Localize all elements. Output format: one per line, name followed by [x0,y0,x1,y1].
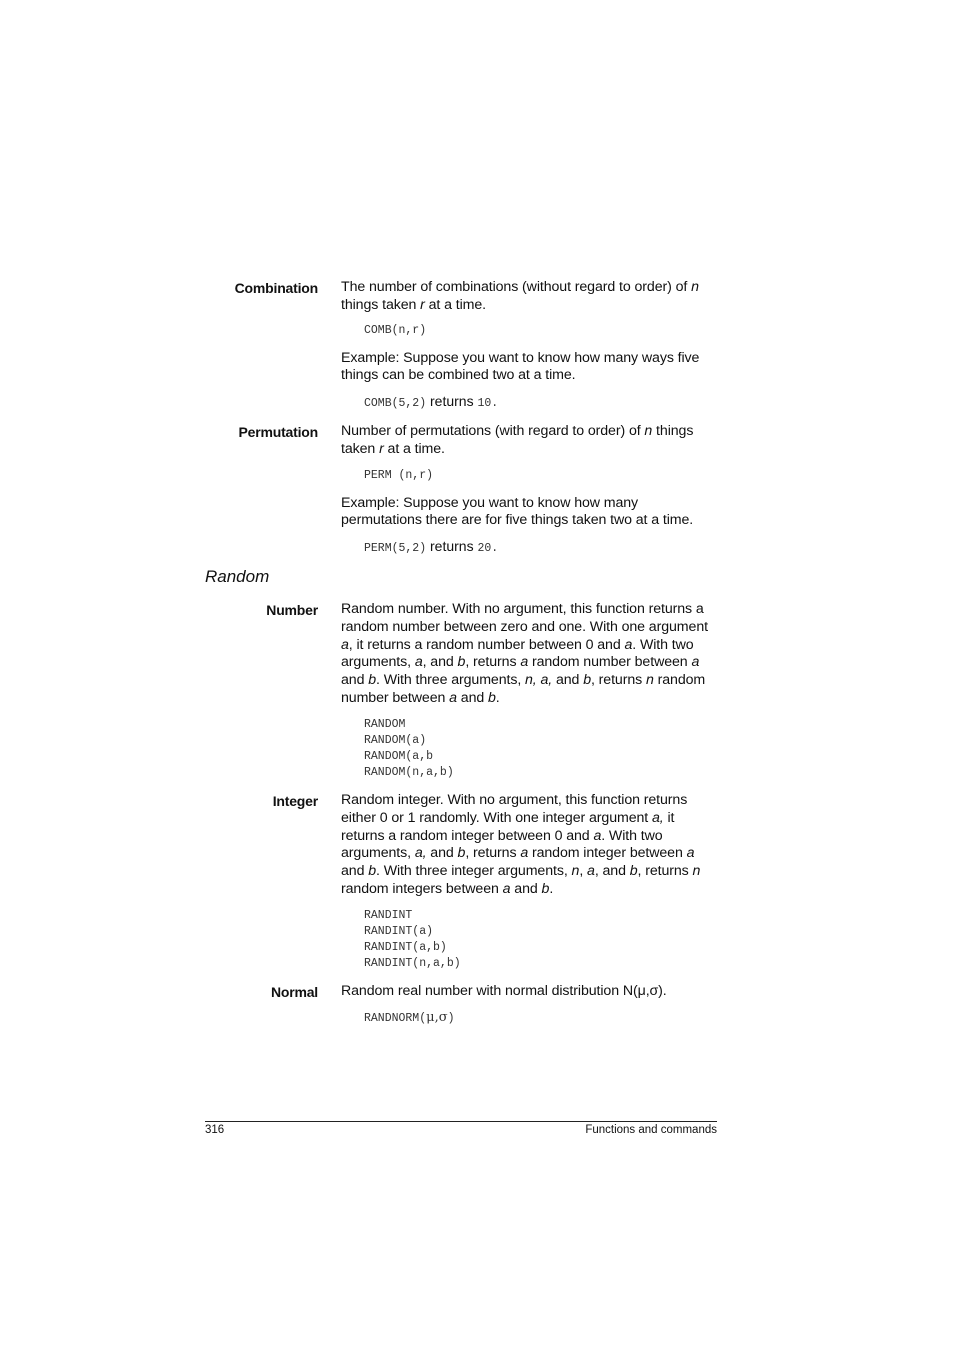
footer-rule [205,1121,717,1122]
combination-body [341,279,721,412]
combination-description: The number of combinations (without regard to order) of n things taken r at a time. [341,279,699,313]
normal-label: Normal [270,984,318,1000]
normal-syntax: RANDNORM(μ,σ) [364,1009,455,1025]
integer-syntax-line: RANDINT [364,908,413,922]
number-label: Number [266,602,318,618]
number-syntax-line: RANDOM(a) [364,733,427,747]
permutation-description: Number of permutations (with regard to order) of n things taken r at a time. [341,423,694,457]
permutation-label: Permutation [238,424,318,440]
number-body [341,601,721,781]
permutation-body [341,423,721,557]
integer-syntax-line: RANDINT(a,b) [364,940,447,954]
combination-example-code: COMB(5,2) returns 10. [364,393,499,411]
normal-description: Random real number with normal distribution N(μ,σ). [341,983,667,999]
integer-description: Random integer. With no argument, this function returns either 0 or 1 randomly. With one integer argument a, it returns a random integer between 0 and a. With two arguments, a, and b, returns a random integer between a and b. With three integer arguments, n, a, and b, returns n random integers between a and b. [341,792,701,897]
integer-label: Integer [272,793,318,809]
integer-body [341,792,721,972]
integer-syntax-line: RANDINT(a) [364,924,434,938]
permutation-example-code: PERM(5,2) returns 20. [364,538,499,556]
combination-example-text: Example: Suppose you want to know how many ways five things can be combined two at a time. [341,349,700,384]
normal-body [341,983,721,1027]
integer-syntax-block [364,908,721,972]
combination-syntax: COMB(n,r) [364,323,427,337]
permutation-example-text: Example: Suppose you want to know how many permutations there are for five things taken two at a time. [341,494,694,529]
number-description: Random number. With no argument, this function returns a random number between zero and one. With one argument a, it returns a random number between 0 and a. With two arguments, a, and b, returns a random number between a and b. With three arguments, n, a, and b, returns n random number between a and b. [341,601,708,706]
number-syntax-line: RANDOM [364,717,406,731]
number-syntax-line: RANDOM(a,b [364,749,434,763]
number-syntax-line: RANDOM(n,a,b) [364,765,454,779]
footer-section-title: Functions and commands [585,1124,717,1136]
number-syntax-block [364,717,721,781]
combination-label: Combination [234,280,318,296]
page-number: 316 [205,1124,225,1136]
integer-syntax-line: RANDINT(n,a,b) [364,956,461,970]
permutation-syntax: PERM (n,r) [364,468,434,482]
section-title-random: Random [205,567,270,586]
